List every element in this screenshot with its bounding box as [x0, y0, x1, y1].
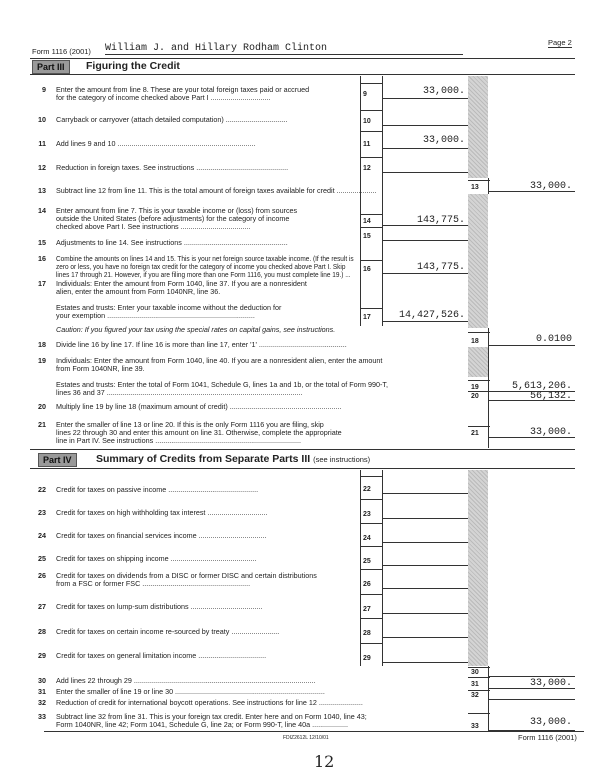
- line-19-amount[interactable]: 5,613,206.: [488, 380, 575, 392]
- line-22-amount[interactable]: [382, 476, 468, 494]
- line-30-amount[interactable]: [488, 667, 575, 677]
- footer-form-label: Form 1116 (2001): [518, 733, 577, 742]
- footer-code: FDIZ2612L 12/10/01: [283, 735, 329, 741]
- line-12-amount[interactable]: [382, 157, 468, 173]
- line-text: Reduction in foreign taxes. See instructions ..............................................: [56, 163, 289, 172]
- shaded-column: [468, 76, 488, 178]
- line-text: Individuals: Enter the amount from Form 1040, line 37. If you are a nonresident alien, enter the amount from Form 1040NR, line 36. Estates and trusts: Enter your taxable income without the deduction for your exemption ..........................................................................: [56, 279, 307, 320]
- line-text: Enter the smaller of line 19 or line 30 ...........................................................................: [56, 687, 325, 696]
- line-box-label: 16: [360, 260, 382, 274]
- line-text: Adjustments to line 14. See instructions ....................................................: [56, 238, 288, 247]
- line-26-amount[interactable]: [382, 569, 468, 589]
- line-box-label: 28: [360, 618, 382, 638]
- shaded-column: [468, 194, 488, 328]
- line-text: Enter the smaller of line 13 or line 20. If this is the only Form 1116 you are filing, skip lines 22 through 30 and enter this amount on line 31. Otherwise, complete the appropriate line in Part IV. See instructions .........................................................................: [56, 420, 342, 445]
- divider: [30, 449, 575, 450]
- line-box-label: 33: [468, 713, 490, 731]
- line-text: Credit for taxes on shipping income ...........................................: [56, 554, 257, 563]
- line-text: Credit for taxes on dividends from a DISC or former DISC and certain distributions from a FSC or former FSC ......................................................: [56, 571, 317, 588]
- line-text: Subtract line 12 from line 11. This is the total amount of foreign taxes available for credit ....................: [56, 186, 377, 195]
- line-box-label: 20: [468, 391, 490, 401]
- line-text: Divide line 16 by line 17. If line 16 is more than line 17, enter '1' ............................................: [56, 340, 347, 349]
- divider: [30, 468, 575, 469]
- line-number: 29: [38, 651, 46, 660]
- line-box-label: 23: [360, 499, 382, 519]
- line-number: 21: [38, 420, 46, 429]
- line-box-label: 14: [360, 214, 382, 226]
- line-number: 15: [38, 238, 46, 247]
- line-box-label: 26: [360, 569, 382, 589]
- line-text: Enter amount from line 7. This is your taxable income or (loss) from sources outside the United States (before adjustments) for the category of income checked above Part I. See instructions ...................................: [56, 206, 298, 231]
- line-33-amount[interactable]: 33,000.: [488, 713, 575, 731]
- line-number: 23: [38, 508, 46, 517]
- divider: [30, 58, 575, 59]
- line-box-label: 31: [468, 677, 490, 689]
- line-box-label: 27: [360, 594, 382, 614]
- divider: [44, 731, 584, 732]
- line-number: 17: [38, 279, 46, 288]
- handwritten-page-number: 12: [314, 752, 335, 771]
- line-31-amount[interactable]: 33,000.: [488, 677, 575, 689]
- shaded-column: [468, 347, 488, 377]
- line-text: Caution: If you figured your tax using the special rates on capital gains, see instructions.: [56, 325, 336, 334]
- line-29-amount[interactable]: [382, 643, 468, 663]
- line-text: Enter the amount from line 8. These are your total foreign taxes paid or accrued for the category of income checked above Part I ..............................: [56, 85, 310, 102]
- line-number: 12: [38, 163, 46, 172]
- line-box-label: 32: [468, 690, 490, 700]
- line-box-label: 25: [360, 546, 382, 566]
- line-box-label: 24: [360, 523, 382, 543]
- line-text: Multiply line 19 by line 18 (maximum amount of credit) ........................................................: [56, 402, 342, 411]
- line-number: 24: [38, 531, 46, 540]
- part-iv-tag: Part IV: [38, 453, 77, 467]
- line-28-amount[interactable]: [382, 618, 468, 638]
- line-number: 11: [38, 139, 46, 148]
- line-box-label: 29: [360, 643, 382, 663]
- line-box-label: 21: [468, 426, 490, 438]
- form-label: Form 1116 (2001): [32, 47, 91, 56]
- line-15-amount[interactable]: [382, 227, 468, 241]
- line-box-label: 30: [468, 667, 490, 677]
- line-box-label: 11: [360, 131, 382, 149]
- line-number: 19: [38, 356, 46, 365]
- shaded-column: [468, 470, 488, 666]
- line-box-label: 15: [360, 227, 382, 241]
- line-number: 9: [42, 85, 46, 94]
- line-text: Credit for taxes on high withholding tax interest ..............................: [56, 508, 268, 517]
- line-number: 13: [38, 186, 46, 195]
- line-number: 20: [38, 402, 46, 411]
- divider: [30, 74, 575, 75]
- line-number: 32: [38, 698, 46, 707]
- line-number: 16: [38, 254, 46, 263]
- line-text: Add lines 22 through 29 ...........................................................................................: [56, 676, 316, 685]
- line-14-amount[interactable]: 143,775.: [382, 214, 468, 226]
- part-iv-note: (see instructions): [313, 455, 371, 464]
- line-21-amount[interactable]: 33,000.: [488, 426, 575, 438]
- line-11-amount[interactable]: 33,000.: [382, 131, 468, 149]
- line-text: Credit for taxes on certain income re-sourced by treaty ........................: [56, 627, 280, 636]
- line-text: Add lines 9 and 10 .....................................................................: [56, 139, 256, 148]
- line-17-amount[interactable]: 14,427,526.: [382, 308, 468, 322]
- line-text: Credit for taxes on passive income .............................................: [56, 485, 259, 494]
- line-box-label: 19: [468, 380, 490, 392]
- part-iii-tag: Part III: [32, 60, 70, 74]
- line-text: Credit for taxes on general limitation income ..................................: [56, 651, 267, 660]
- line-number: 10: [38, 115, 46, 124]
- line-number: 25: [38, 554, 46, 563]
- page-number: Page 2: [548, 38, 572, 47]
- line-box-label: 12: [360, 157, 382, 173]
- line-number: 26: [38, 571, 46, 580]
- line-text: Credit for taxes on lump-sum distributions ....................................: [56, 602, 263, 611]
- line-number: 22: [38, 485, 46, 494]
- line-25-amount[interactable]: [382, 546, 468, 566]
- line-number: 18: [38, 340, 46, 349]
- line-text: Reduction of credit for international boycott operations. See instructions for line 12 ......................: [56, 698, 363, 707]
- line-27-amount[interactable]: [382, 594, 468, 614]
- line-20-amount[interactable]: 56,132.: [488, 391, 575, 401]
- line-number: 27: [38, 602, 46, 611]
- line-text: Subtract line 32 from line 31. This is your foreign tax credit. Enter here and on Form 1040, line 43; Form 1040NR, line 42; Form 1041, Schedule G, line 2a; or Form 990-T, line 40a ..................: [56, 712, 367, 729]
- line-box-label: 9: [360, 83, 382, 99]
- line-box-label: 18: [468, 332, 490, 346]
- line-9-amount[interactable]: 33,000.: [382, 83, 468, 99]
- line-box-label: 13: [468, 180, 490, 192]
- line-18-amount[interactable]: 0.0100: [488, 332, 575, 346]
- line-number: 14: [38, 206, 46, 215]
- line-box-label: 17: [360, 308, 382, 322]
- part-iv-title: [96, 453, 370, 465]
- line-box-label: 10: [360, 110, 382, 126]
- line-box-label: 22: [360, 476, 382, 494]
- taxpayer-name: William J. and Hillary Rodham Clinton: [105, 43, 463, 55]
- line-23-amount[interactable]: [382, 499, 468, 519]
- line-16-amount[interactable]: 143,775.: [382, 260, 468, 274]
- line-text: Combine the amounts on lines 14 and 15. This is your net foreign source taxable income. (If the result is zero or less, you have no foreign tax credit for the category of income you checked above Part I. Skip lines 17 through 21. However, if you are filing more than one Form 1116, you must complete line 19.) ...: [56, 254, 354, 279]
- line-number: 31: [38, 687, 46, 696]
- line-text: Carryback or carryover (attach detailed computation) ...............................: [56, 115, 288, 124]
- line-text: Individuals: Enter the amount from Form 1040, line 40. If you are a nonresident alien, enter the amount from Form 1040NR, line 39. Estates and trusts: Enter the total of Form 1041, Schedule G, lines 1a and 1b, or the total of Form 990-T, lines 36 and 37 ..................................................................................................: [56, 356, 388, 397]
- part-iv-title-text: Summary of Credits from Separate Parts III: [96, 453, 311, 465]
- line-10-amount[interactable]: [382, 110, 468, 126]
- line-number: 30: [38, 676, 46, 685]
- part-iii-title: Figuring the Credit: [86, 60, 180, 72]
- line-24-amount[interactable]: [382, 523, 468, 543]
- line-text: Credit for taxes on financial services income ..................................: [56, 531, 267, 540]
- line-number: 33: [38, 712, 46, 721]
- line-13-amount[interactable]: 33,000.: [488, 180, 575, 192]
- line-number: 28: [38, 627, 46, 636]
- line-32-amount[interactable]: [488, 690, 575, 700]
